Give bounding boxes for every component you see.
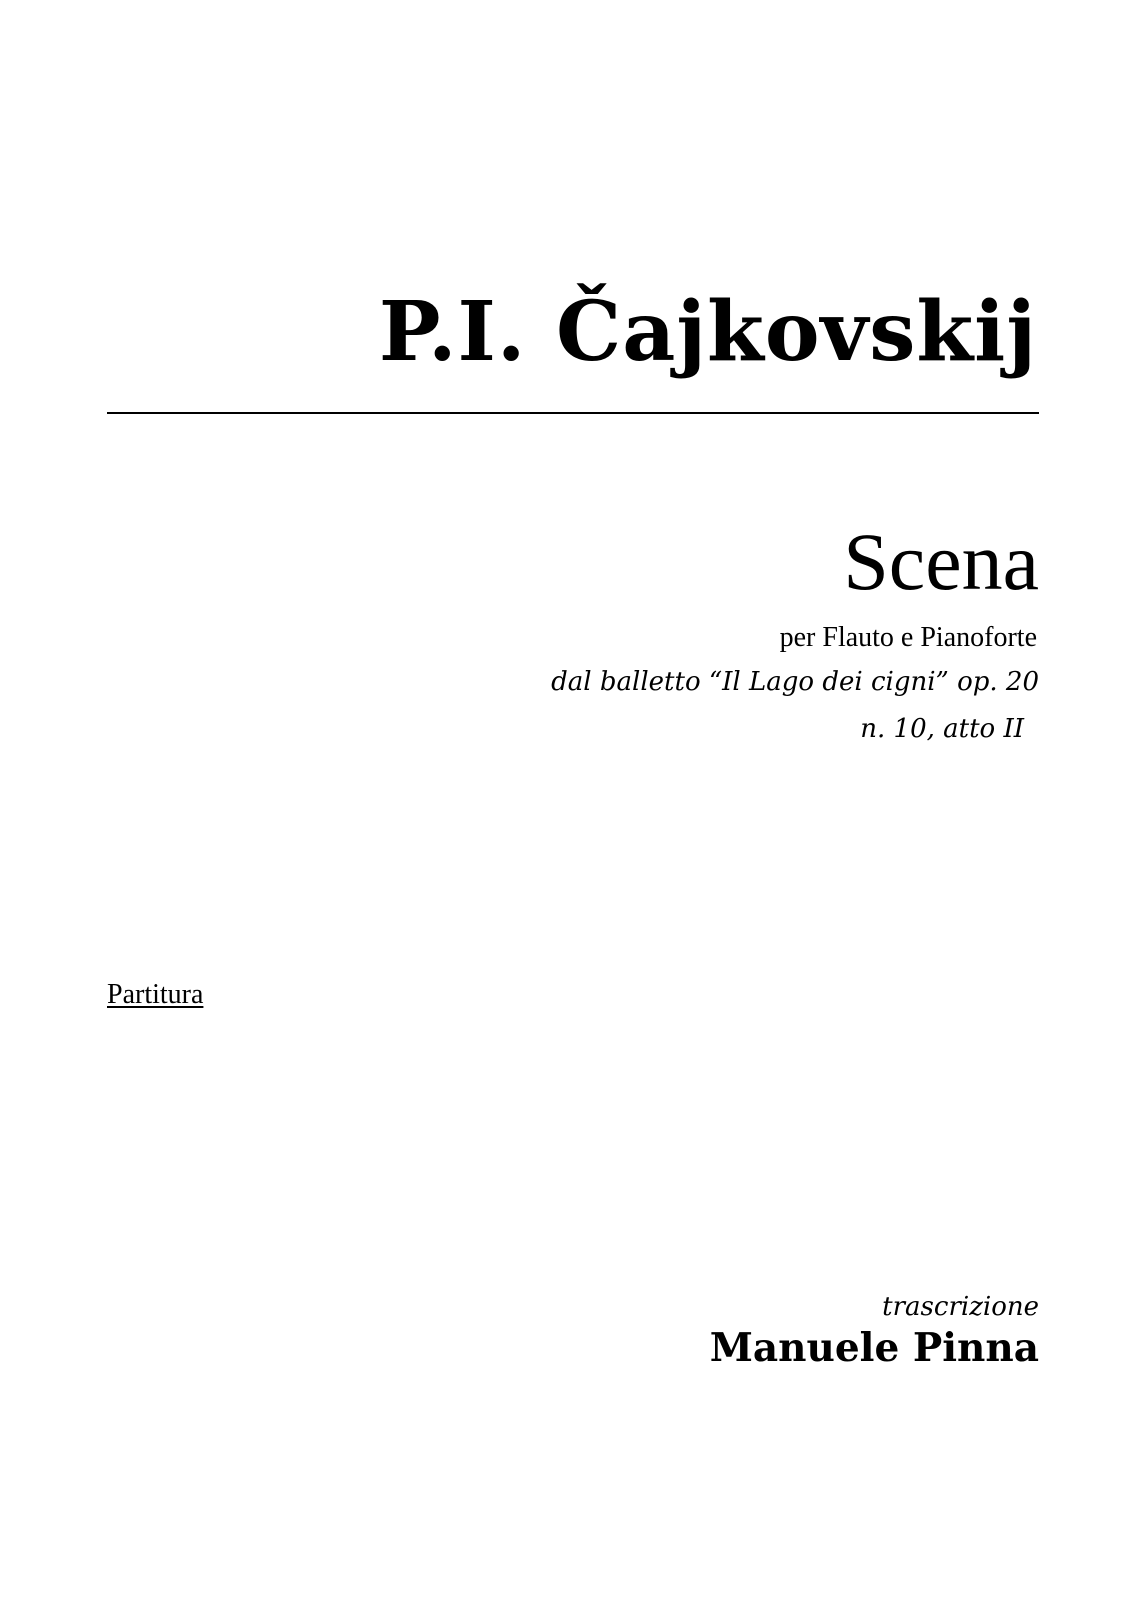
transcriber-name: Manuele Pinna xyxy=(709,1325,1039,1371)
composer-name: P.I. Čajkovskij xyxy=(378,284,1037,380)
transcription-label: trascrizione xyxy=(882,1292,1039,1322)
source-ballet-line: dal balletto “Il Lago dei cigni” op. 20 xyxy=(551,667,1039,697)
instrumentation: per Flauto e Pianoforte xyxy=(779,622,1037,653)
work-title: Scena xyxy=(843,516,1039,607)
source-number-act-line: n. 10, atto II xyxy=(860,714,1024,744)
header-rule xyxy=(107,412,1039,414)
score-type-label: Partitura xyxy=(107,979,204,1010)
